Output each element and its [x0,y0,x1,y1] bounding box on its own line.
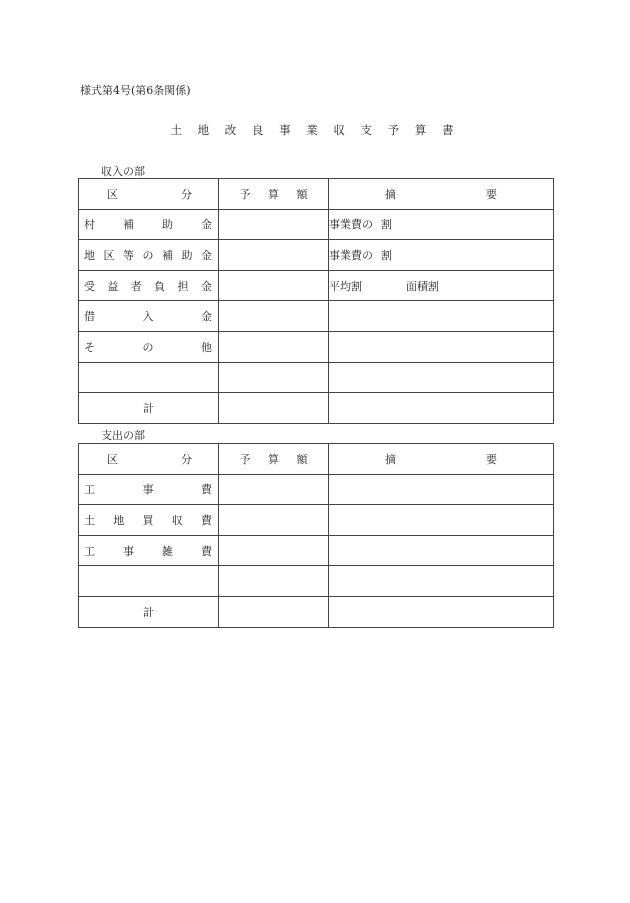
expense-remarks-cell[interactable] [329,566,554,597]
income-budget-cell[interactable] [219,209,329,240]
income-section-label: 収入の部 [101,165,145,178]
income-row-beneficiary-share [79,270,554,301]
form-number: 様式第4号(第6条関係) [80,84,191,97]
income-item-beneficiary-share [79,270,219,301]
item-char: 収 [171,513,183,527]
remarks-text: 事業費の [329,218,373,232]
expense-row-construction [79,474,554,505]
expense-total-remarks-cell[interactable] [329,596,554,627]
income-header-budget-label: 予 算 額 [239,187,315,201]
income-item-blank[interactable] [79,362,219,393]
income-header-category [79,179,219,210]
income-header-category-char: 区 [107,187,118,201]
expense-budget-cell[interactable] [219,474,329,505]
item-char: 借 [84,310,95,324]
income-total-remarks-cell[interactable] [329,393,554,424]
expense-budget-cell[interactable] [219,535,329,566]
item-char: 村 [84,218,95,232]
expense-remarks-cell[interactable] [329,505,554,536]
expense-row-land-purchase [79,505,554,536]
income-remarks-cell[interactable] [329,331,554,362]
item-char: 買 [142,513,154,527]
income-budget-cell[interactable] [219,362,329,393]
income-remarks-cell[interactable] [329,240,554,271]
item-char: 費 [201,513,212,527]
item-char: 事 [142,483,154,497]
item-char: 事 [123,544,134,558]
income-header-remarks-char: 要 [486,187,497,201]
item-char: 補 [123,218,134,232]
income-header-category-char: 分 [181,187,192,201]
item-char: の [142,340,154,354]
expense-row-blank [79,566,554,597]
expense-total-budget-cell[interactable] [219,596,329,627]
expense-row-total [79,596,554,627]
expense-table [78,443,554,628]
remarks-text: 事業費の [329,248,373,262]
income-item-borrowing [79,301,219,332]
expense-header-category [79,444,219,475]
item-char: 工 [84,483,95,497]
income-row-other [79,331,554,362]
income-row-blank [79,362,554,393]
item-char: 助 [162,218,173,232]
income-row-borrowing [79,301,554,332]
expense-header-budget-label: 予 算 額 [239,452,315,466]
expense-header-remarks [329,444,554,475]
income-row-district-subsidy [79,240,554,271]
remarks-text: 割 [381,218,392,232]
item-char: 補 [162,248,173,262]
expense-header-remarks-char: 摘 [385,452,396,466]
item-char: 費 [201,483,212,497]
item-char: 助 [181,248,193,262]
expense-remarks-cell[interactable] [329,535,554,566]
expense-total-label: 計 [143,605,154,619]
expense-budget-cell[interactable] [219,566,329,597]
income-header-budget [219,179,329,210]
income-total-budget-cell[interactable] [219,393,329,424]
item-char: 者 [130,279,142,293]
item-char: 区 [103,248,115,262]
income-row-village-subsidy [79,209,554,240]
item-char: 益 [107,279,119,293]
expense-total-label-cell [79,596,219,627]
income-remarks-cell[interactable] [329,301,554,332]
income-remarks-cell[interactable] [329,362,554,393]
item-char: 雑 [162,544,173,558]
item-char: 入 [142,310,154,324]
remarks-text: 平均割 [329,279,362,293]
item-char: 金 [201,310,212,324]
item-char: 等 [123,248,134,262]
expense-budget-cell[interactable] [219,505,329,536]
income-item-other [79,331,219,362]
item-char: 費 [201,544,212,558]
expense-item-construction [79,474,219,505]
income-remarks-cell[interactable] [329,270,554,301]
income-total-label: 計 [143,401,154,415]
expense-item-blank[interactable] [79,566,219,597]
income-budget-cell[interactable] [219,270,329,301]
item-char: 工 [84,544,95,558]
income-header-row [79,179,554,210]
expense-item-misc-construction [79,535,219,566]
income-header-remarks-char: 摘 [385,187,396,201]
item-char: 受 [84,279,95,293]
expense-header-row [79,444,554,475]
remarks-text: 面積割 [406,279,439,293]
income-remarks-cell[interactable] [329,209,554,240]
item-char: 担 [177,279,189,293]
income-header-remarks [329,179,554,210]
income-budget-cell[interactable] [219,331,329,362]
income-item-village-subsidy [79,209,219,240]
income-budget-cell[interactable] [219,240,329,271]
item-char: 他 [201,340,212,354]
expense-header-category-char: 分 [181,452,192,466]
item-char: 土 [84,513,95,527]
income-row-total [79,393,554,424]
document-title: 土 地 改 良 事 業 収 支 予 算 書 [170,123,460,137]
expense-row-misc-construction [79,535,554,566]
income-table [78,178,554,424]
item-char: の [142,248,154,262]
item-char: 金 [201,248,212,262]
item-char: 地 [113,513,125,527]
expense-item-land-purchase [79,505,219,536]
item-char: 金 [201,218,212,232]
expense-header-budget [219,444,329,475]
item-char: そ [84,340,95,354]
income-budget-cell[interactable] [219,301,329,332]
expense-header-category-char: 区 [107,452,118,466]
item-char: 地 [84,248,95,262]
income-total-label-cell [79,393,219,424]
remarks-text: 割 [381,248,392,262]
expense-header-remarks-char: 要 [486,452,497,466]
income-item-district-subsidy [79,240,219,271]
item-char: 負 [154,279,166,293]
expense-section-label: 支出の部 [101,429,145,442]
expense-remarks-cell[interactable] [329,474,554,505]
item-char: 金 [200,279,212,293]
